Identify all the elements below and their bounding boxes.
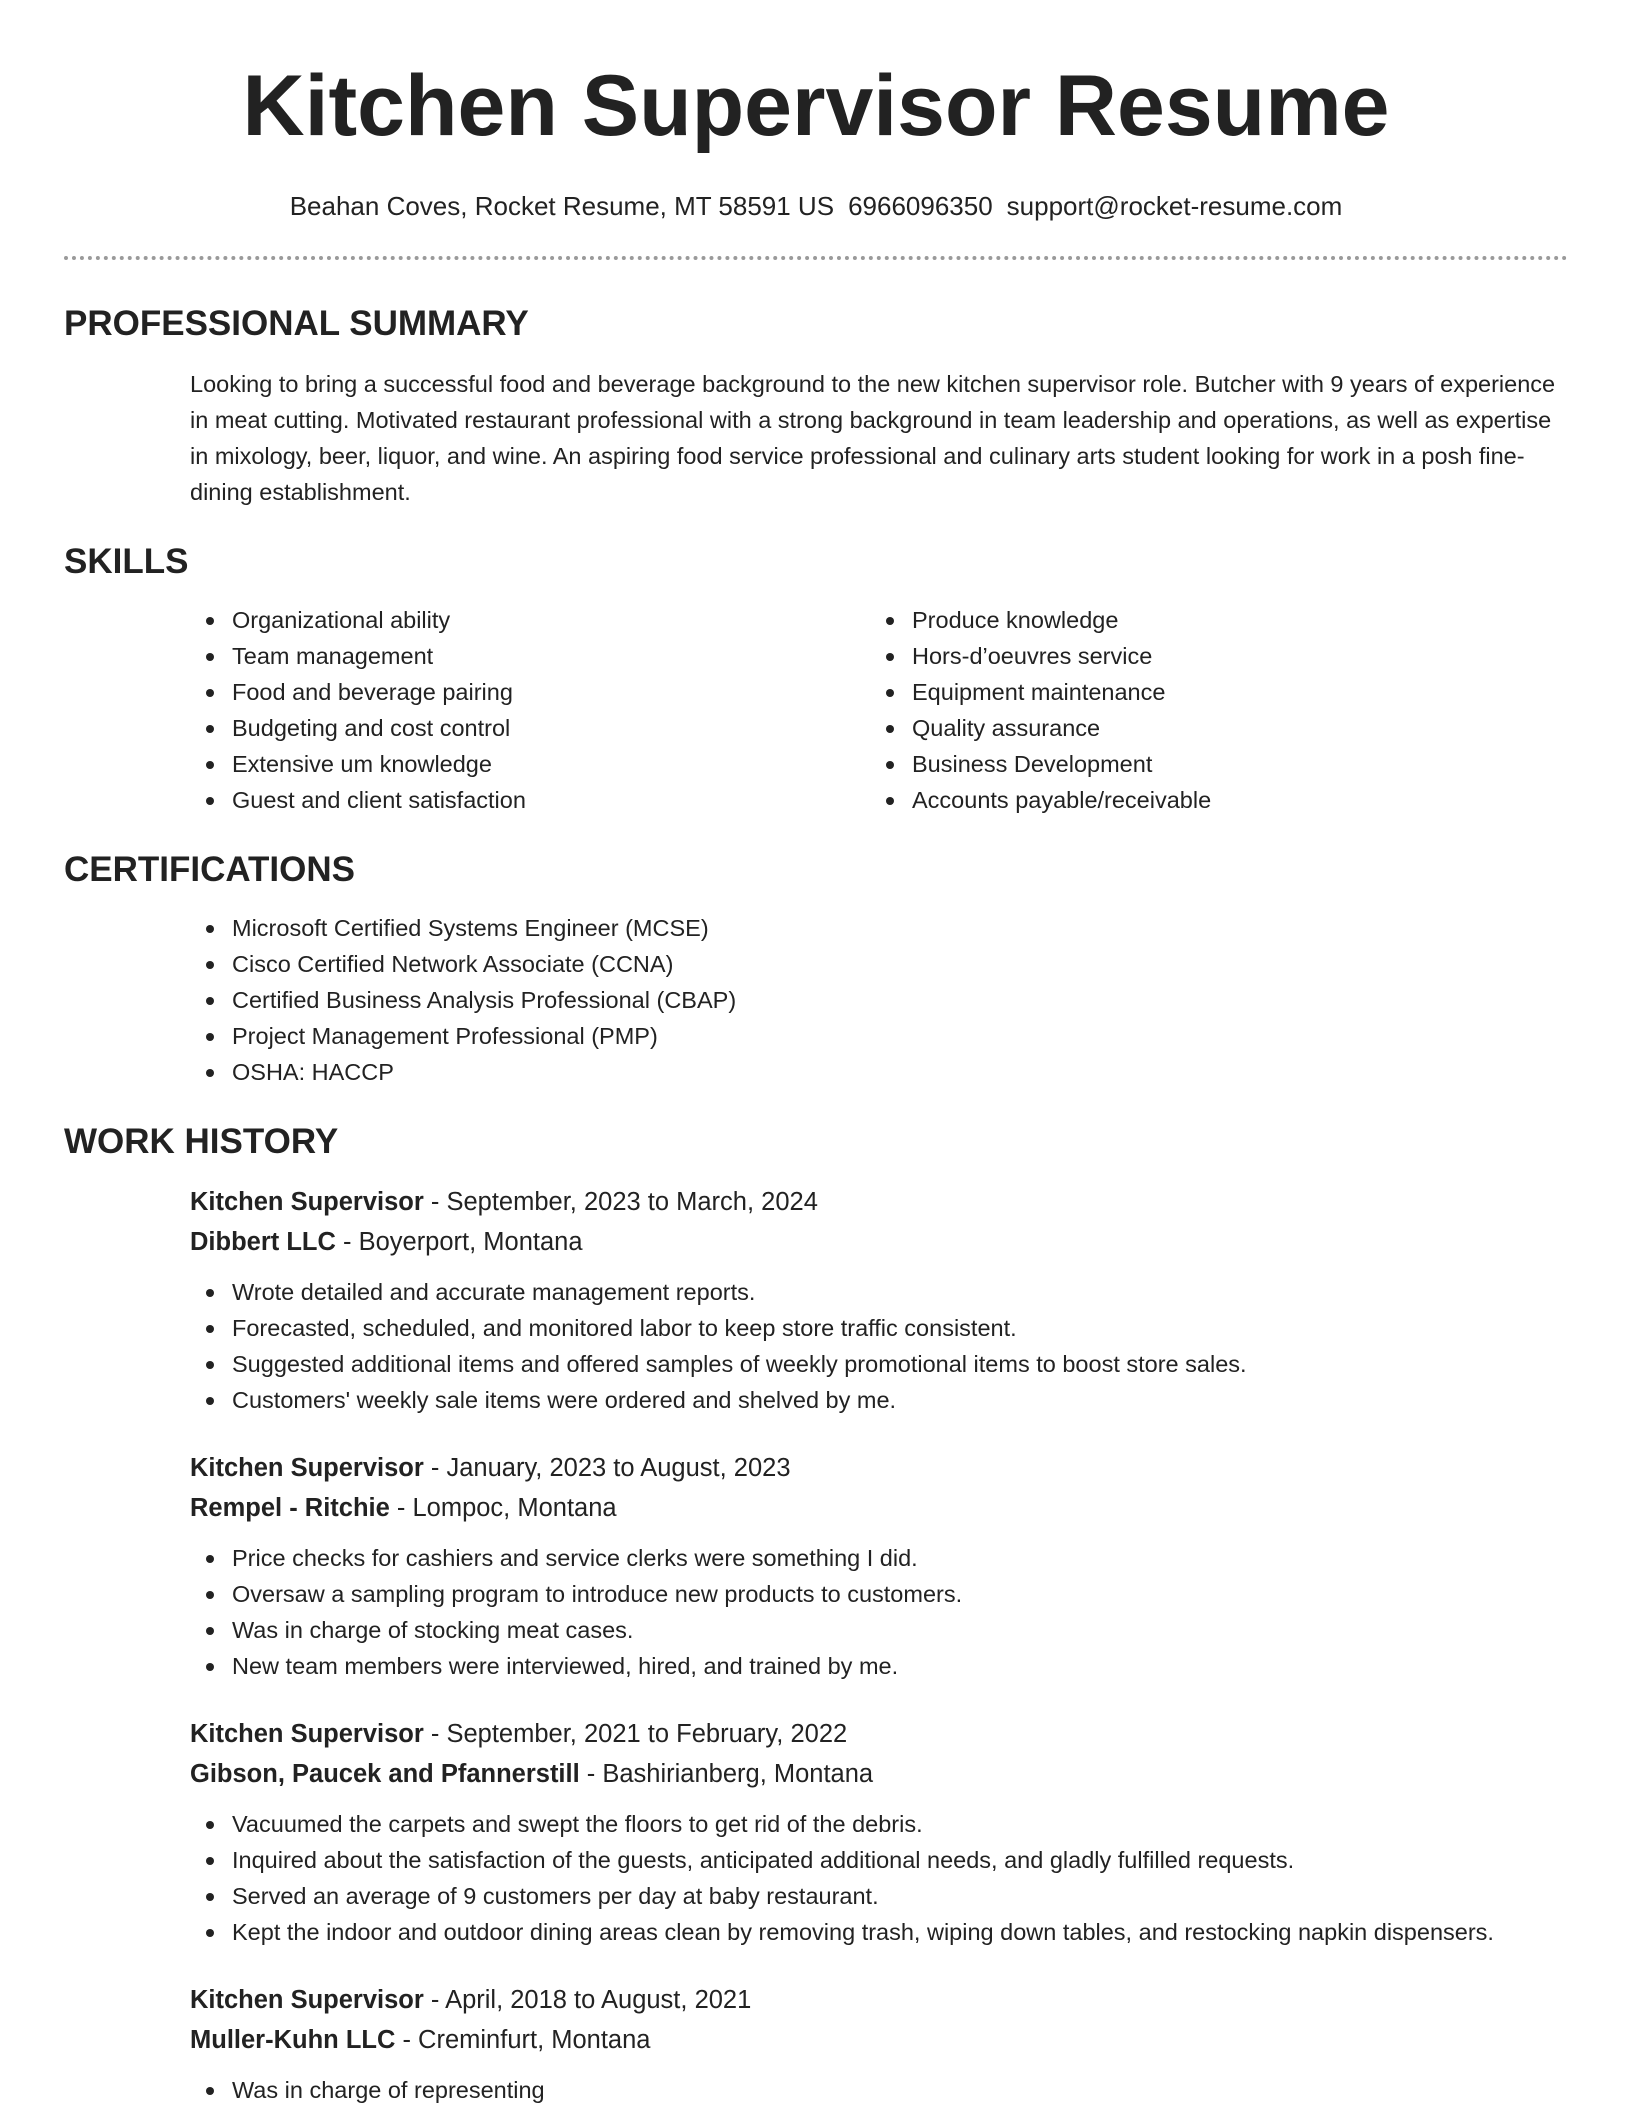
skill-item: Food and beverage pairing [190, 674, 870, 710]
job-company: Rempel - Ritchie [190, 1494, 390, 1522]
job-company-line [190, 1488, 1568, 1528]
job-duty: Customers' weekly sale items were ordered and shelved by me. [190, 1382, 1568, 1418]
skills-column-left [190, 602, 870, 818]
job-dates: - September, 2021 to February, 2022 [423, 1720, 848, 1748]
skill-item: Budgeting and cost control [190, 710, 870, 746]
skill-item: Organizational ability [190, 602, 870, 638]
job-dates: - September, 2023 to March, 2024 [423, 1188, 818, 1216]
certification-item: Cisco Certified Network Associate (CCNA) [190, 946, 1568, 982]
job-duty: Oversaw a sampling program to introduce new products to customers. [190, 1576, 1568, 1612]
job-duty: Suggested additional items and offered samples of weekly promotional items to boost store sales. [190, 1346, 1568, 1382]
skill-item: Equipment maintenance [870, 674, 1550, 710]
job-duty: Wrote detailed and accurate management reports. [190, 1274, 1568, 1310]
job-title-line [190, 1980, 1568, 2020]
job-company-line [190, 1754, 1568, 1794]
job-title-line [190, 1182, 1568, 1222]
skill-item: Extensive um knowledge [190, 746, 870, 782]
job-duty: Was in charge of representing [190, 2072, 1568, 2108]
certification-item: OSHA: HACCP [190, 1054, 1568, 1090]
job-dates: - January, 2023 to August, 2023 [423, 1454, 791, 1482]
contact-email: support@rocket-resume.com [1006, 191, 1343, 221]
job-duties [190, 1806, 1568, 1950]
skill-item: Team management [190, 638, 870, 674]
job-title: Kitchen Supervisor [190, 1454, 424, 1482]
certifications-heading: CERTIFICATIONS [64, 850, 356, 889]
contact-phone: 6966096350 [848, 191, 993, 221]
resume-title: Kitchen Supervisor Resume [242, 58, 1390, 154]
skill-item: Guest and client satisfaction [190, 782, 870, 818]
job-location: - Boyerport, Montana [335, 1228, 583, 1256]
job-entry [190, 1182, 1568, 1418]
job-title-line [190, 1448, 1568, 1488]
resume-page [64, 0, 1568, 2108]
job-duty: Kept the indoor and outdoor dining areas clean by removing trash, wiping down tables, and restocking napkin dispensers. [190, 1914, 1568, 1950]
skill-item: Produce knowledge [870, 602, 1550, 638]
job-location: - Lompoc, Montana [389, 1494, 617, 1522]
job-location: - Creminfurt, Montana [395, 2026, 651, 2054]
job-duty: Served an average of 9 customers per day at baby restaurant. [190, 1878, 1568, 1914]
job-duties [190, 1540, 1568, 1684]
job-company: Gibson, Paucek and Pfannerstill [190, 1760, 580, 1788]
job-duty: New team members were interviewed, hired, and trained by me. [190, 1648, 1568, 1684]
job-title: Kitchen Supervisor [190, 1188, 424, 1216]
job-entry [190, 1448, 1568, 1684]
job-duty: Vacuumed the carpets and swept the floors to get rid of the debris. [190, 1806, 1568, 1842]
contact-line [64, 190, 1568, 222]
skills-column-right [870, 602, 1550, 818]
summary-text: Looking to bring a successful food and beverage background to the new kitchen supervisor role. Butcher with 9 years of experience in meat cutting. Motivated restaurant professional with a strong background in team leadership and operations, as well as expertise in mixology, beer, liquor, and wine. An aspiring food service professional and culinary arts student looking for work in a posh fine-dining establishment. [190, 371, 1556, 505]
job-company: Muller-Kuhn LLC [190, 2026, 396, 2054]
job-duty: Was in charge of stocking meat cases. [190, 1612, 1568, 1648]
job-entry [190, 1980, 1568, 2108]
header-divider [64, 256, 1568, 260]
certification-item: Microsoft Certified Systems Engineer (MCSE) [190, 910, 1568, 946]
job-title-line [190, 1714, 1568, 1754]
skills-heading: SKILLS [64, 542, 189, 581]
work-history-heading: WORK HISTORY [64, 1122, 339, 1161]
job-title: Kitchen Supervisor [190, 1720, 424, 1748]
summary-heading: PROFESSIONAL SUMMARY [64, 304, 529, 343]
contact-address: Beahan Coves, Rocket Resume, MT 58591 US [289, 191, 835, 221]
certification-item: Certified Business Analysis Professional (CBAP) [190, 982, 1568, 1018]
job-duties [190, 1274, 1568, 1418]
skills-list [190, 602, 1568, 818]
job-duties [190, 2072, 1568, 2108]
skill-item: Business Development [870, 746, 1550, 782]
job-company: Dibbert LLC [190, 1228, 336, 1256]
skill-item: Quality assurance [870, 710, 1550, 746]
certification-item: Project Management Professional (PMP) [190, 1018, 1568, 1054]
skill-item: Accounts payable/receivable [870, 782, 1550, 818]
job-title: Kitchen Supervisor [190, 1986, 424, 2014]
skill-item: Hors-d’oeuvres service [870, 638, 1550, 674]
job-location: - Bashirianberg, Montana [579, 1760, 874, 1788]
job-company-line [190, 1222, 1568, 1262]
certifications-list [190, 910, 1568, 1090]
job-duty: Inquired about the satisfaction of the guests, anticipated additional needs, and gladly fulfilled requests. [190, 1842, 1568, 1878]
job-entry [190, 1714, 1568, 1950]
job-duty: Price checks for cashiers and service clerks were something I did. [190, 1540, 1568, 1576]
job-company-line [190, 2020, 1568, 2060]
job-duty: Forecasted, scheduled, and monitored labor to keep store traffic consistent. [190, 1310, 1568, 1346]
job-dates: - April, 2018 to August, 2021 [423, 1986, 752, 2014]
